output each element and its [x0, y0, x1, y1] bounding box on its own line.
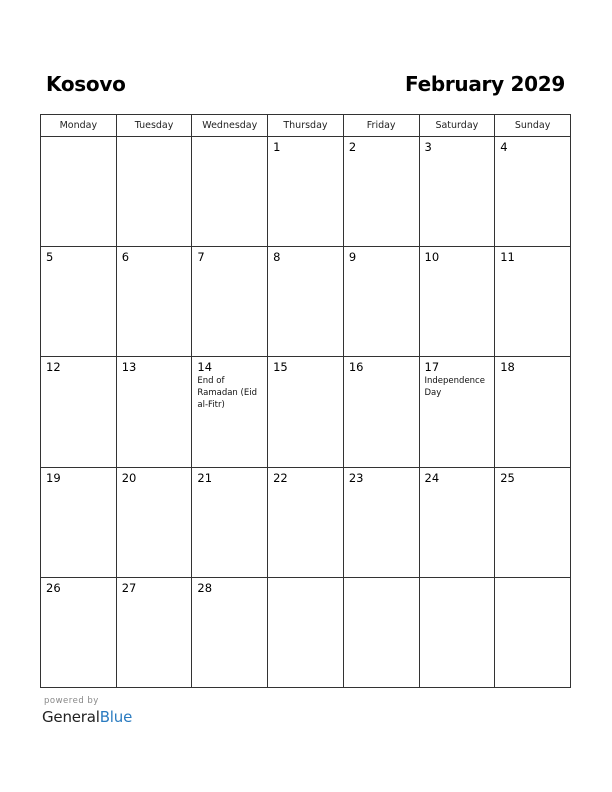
- weekday-header: Wednesday: [192, 115, 268, 137]
- day-number: 22: [273, 470, 288, 485]
- day-cell: [419, 467, 495, 577]
- day-number: 8: [273, 250, 281, 265]
- holiday-label: End of Ramadan (Eid al-Fitr): [197, 376, 257, 411]
- day-cell: [268, 577, 344, 687]
- day-cell: [116, 137, 192, 247]
- day-number: 16: [348, 360, 364, 375]
- country-title: Kosovo: [46, 72, 126, 96]
- weekday-header: Thursday: [268, 115, 344, 137]
- day-cell: [268, 247, 344, 357]
- day-number: 5: [46, 250, 54, 265]
- day-cell: [41, 577, 117, 687]
- day-number: 14: [197, 360, 213, 375]
- day-cell: [419, 247, 495, 357]
- day-number: 23: [348, 470, 364, 485]
- day-cell: [268, 357, 344, 467]
- day-cell: [419, 137, 495, 247]
- day-cell: [495, 357, 571, 467]
- day-number: 20: [121, 470, 137, 485]
- day-number: 3: [424, 140, 432, 154]
- week-row: [41, 247, 571, 357]
- day-number: 15: [273, 360, 288, 375]
- week-row: [41, 577, 571, 687]
- month-calendar-grid: [40, 114, 571, 688]
- day-number: 26: [46, 580, 61, 595]
- weekday-header: Tuesday: [116, 115, 192, 137]
- day-cell: [116, 467, 192, 577]
- day-number: 17: [424, 360, 440, 375]
- day-cell: [192, 137, 268, 247]
- week-row: [41, 357, 571, 467]
- day-number: 10: [424, 250, 440, 265]
- day-number: 27: [121, 580, 137, 595]
- day-cell: [343, 357, 419, 467]
- day-number: 6: [121, 250, 130, 265]
- day-cell: [495, 577, 571, 687]
- day-cell: [419, 357, 495, 467]
- week-row: [41, 137, 571, 247]
- day-number: 1: [273, 140, 281, 154]
- day-number: 11: [500, 250, 515, 265]
- day-number: 25: [500, 470, 515, 485]
- day-cell: [192, 467, 268, 577]
- day-cell: [192, 357, 268, 467]
- day-cell: [343, 137, 419, 247]
- day-cell: [419, 577, 495, 687]
- week-row: [41, 467, 571, 577]
- day-number: 13: [121, 360, 137, 375]
- day-cell: [343, 467, 419, 577]
- powered-by-text: powered by: [44, 696, 99, 706]
- day-number: 28: [197, 580, 213, 595]
- weekday-header: Saturday: [419, 115, 495, 137]
- day-cell: [116, 357, 192, 467]
- day-number: 4: [500, 140, 508, 154]
- day-cell: [116, 577, 192, 687]
- day-cell: [268, 467, 344, 577]
- month-year-title: February 2029: [405, 72, 565, 96]
- day-cell: [41, 247, 117, 357]
- day-cell: [116, 247, 192, 357]
- day-cell: [495, 247, 571, 357]
- day-cell: [192, 577, 268, 687]
- brand-blue-text: Blue: [99, 708, 133, 726]
- holiday-label: Independence Day: [424, 376, 485, 399]
- calendar-header: [40, 68, 571, 102]
- day-number: 12: [46, 360, 61, 375]
- weekday-header: Sunday: [495, 115, 571, 137]
- day-number: 2: [348, 140, 357, 154]
- day-number: 21: [197, 470, 213, 485]
- brand-general-text: General: [42, 708, 100, 726]
- day-cell: [495, 137, 571, 247]
- day-number: 7: [197, 250, 205, 265]
- day-cell: [41, 357, 117, 467]
- day-number: 19: [46, 470, 61, 485]
- day-cell: [343, 247, 419, 357]
- day-cell: [41, 137, 117, 247]
- day-cell: [268, 137, 344, 247]
- generalblue-logo[interactable]: [42, 708, 132, 726]
- day-number: 18: [500, 360, 515, 375]
- day-number: 24: [424, 470, 440, 485]
- weekday-header: Friday: [343, 115, 419, 137]
- powered-by-footer: [42, 696, 182, 732]
- day-number: 9: [348, 250, 357, 265]
- weekday-header-row: [41, 115, 571, 137]
- weekday-header: Monday: [41, 115, 117, 137]
- day-cell: [495, 467, 571, 577]
- day-cell: [192, 247, 268, 357]
- day-cell: [343, 577, 419, 687]
- day-cell: [41, 467, 117, 577]
